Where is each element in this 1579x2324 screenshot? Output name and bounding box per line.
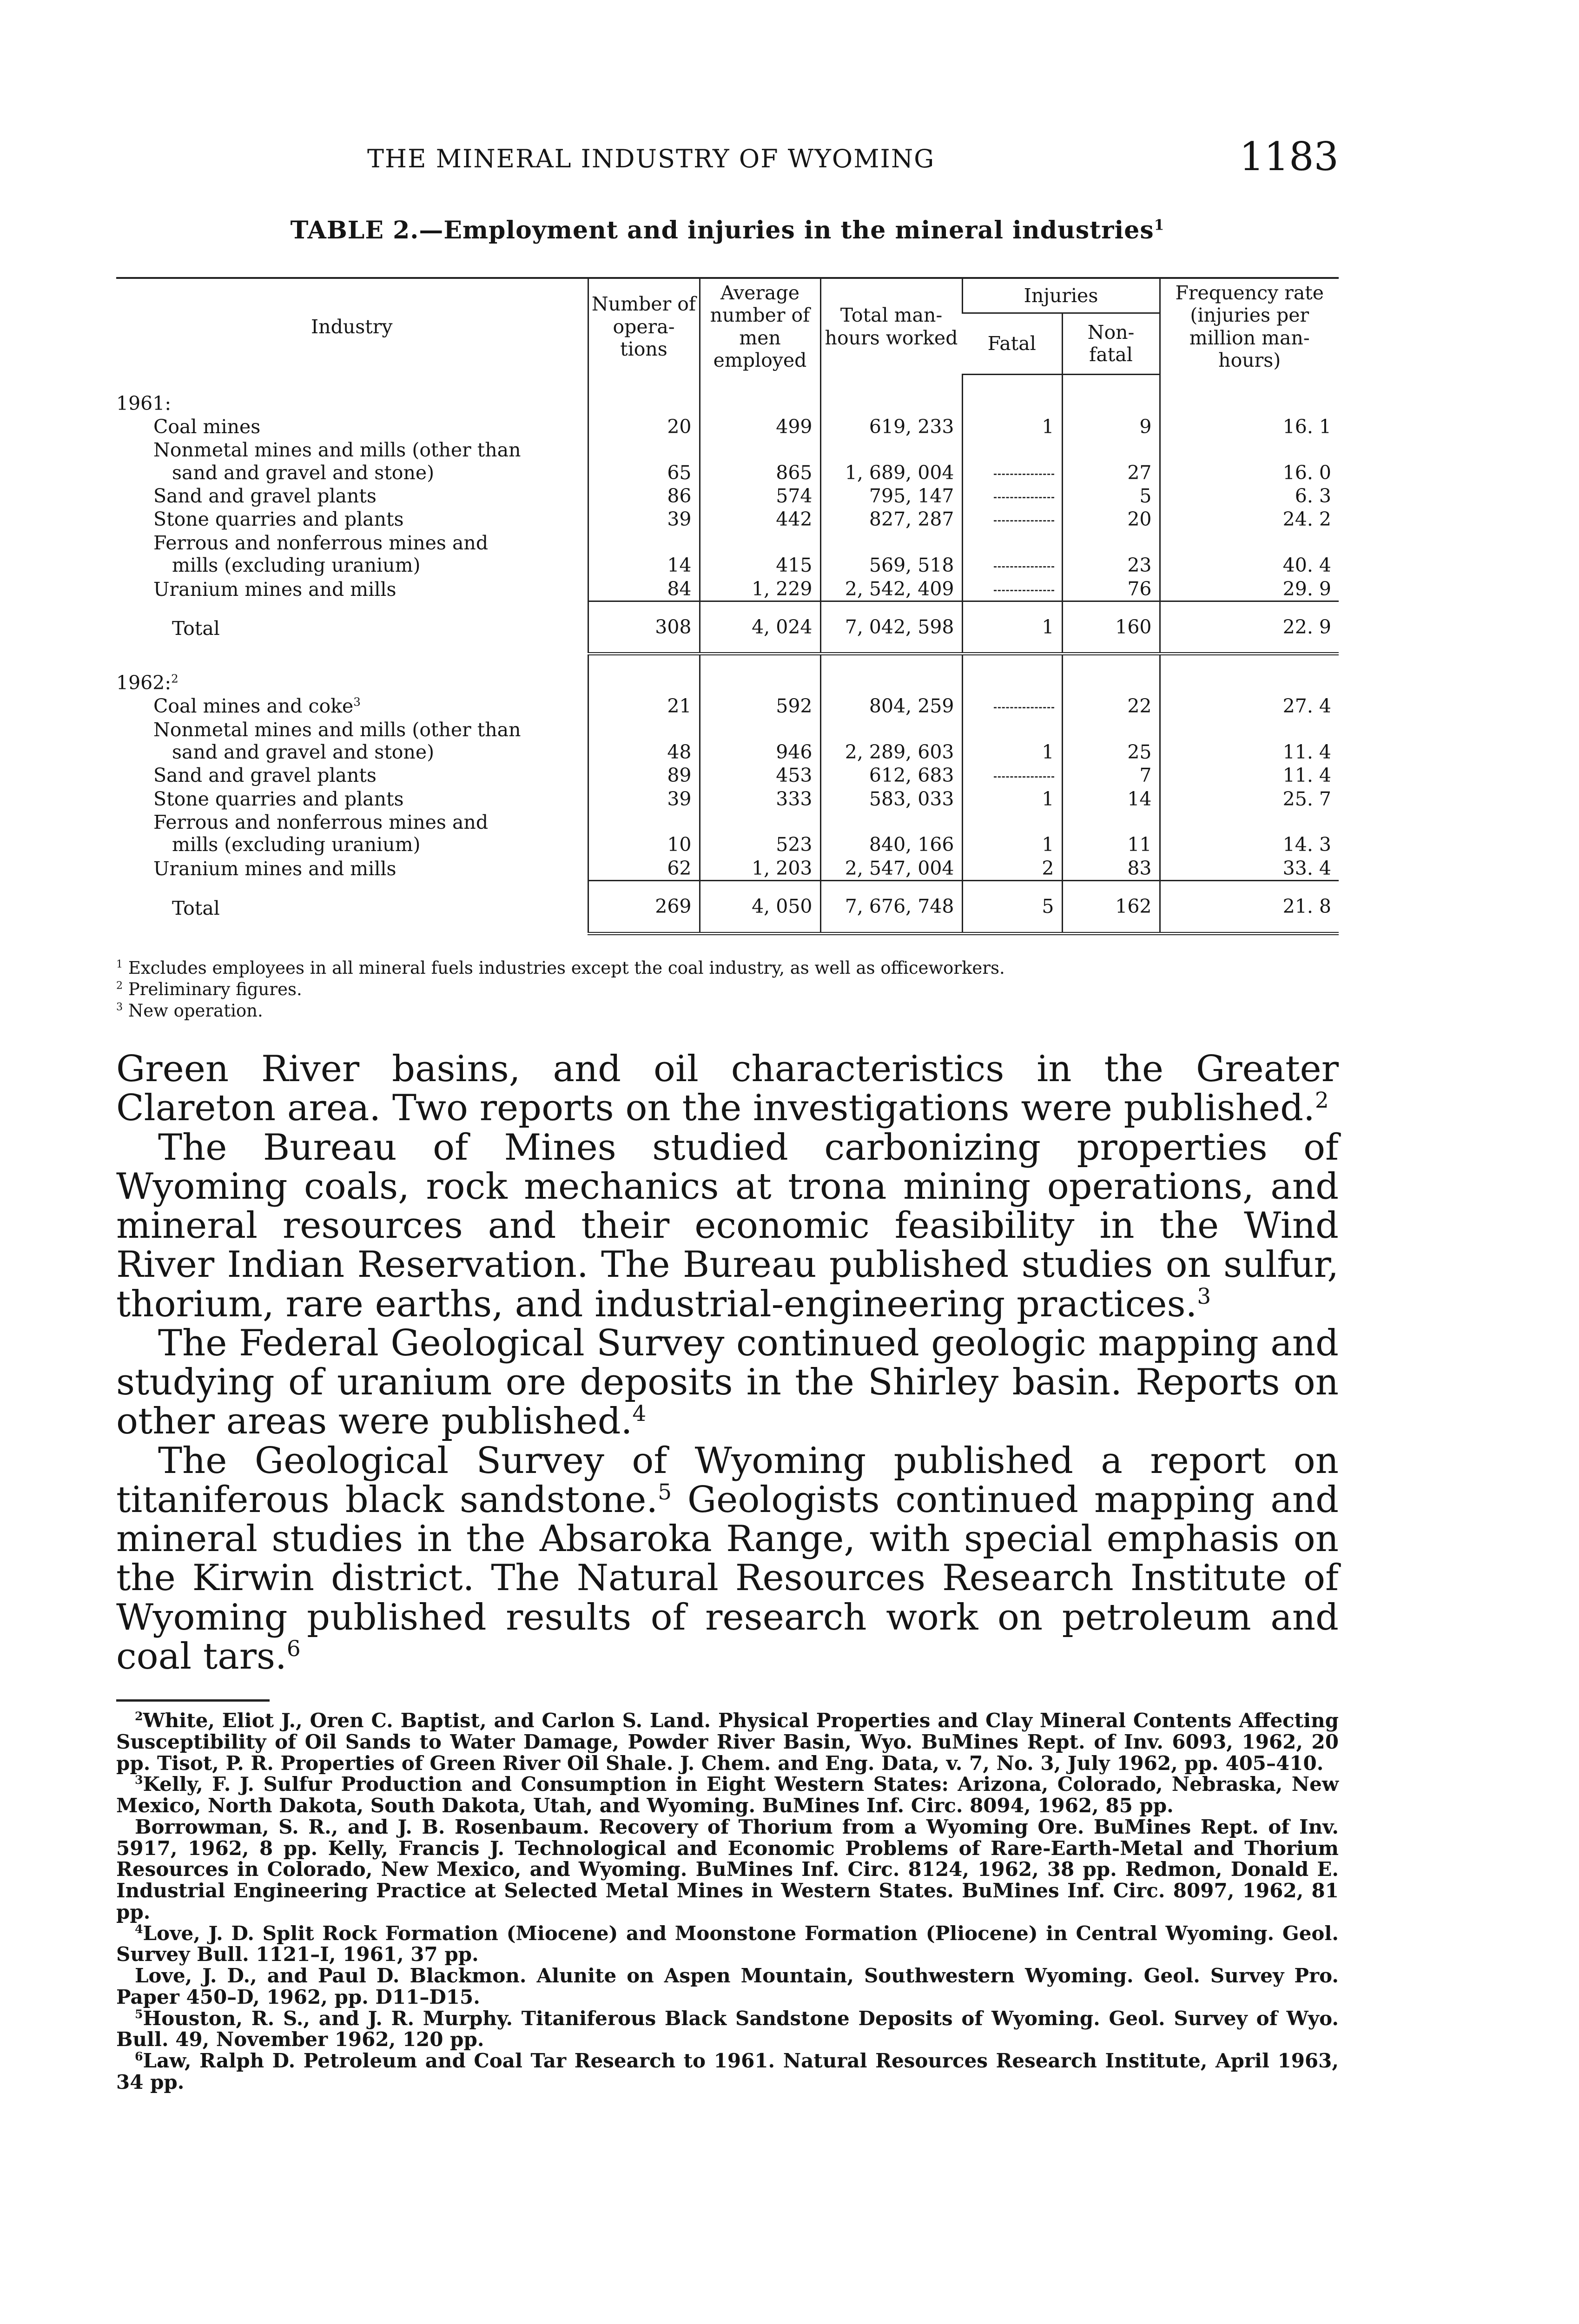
operations-cell: 20: [667, 415, 692, 438]
total-rate: 21. 8: [1282, 895, 1331, 918]
operations-cell: 62: [667, 857, 692, 879]
blank-dash: [994, 590, 1054, 591]
fatal-cell: 2: [1042, 857, 1054, 879]
header-injuries: Injuries: [962, 278, 1160, 313]
total-row: [116, 881, 1339, 933]
total-row: [116, 601, 1339, 654]
nonfatal-cell: 25: [1127, 740, 1152, 763]
manhours-cell: 2, 547, 004: [845, 857, 954, 879]
nonfatal-cell: 23: [1127, 554, 1152, 577]
operations-cell: 39: [667, 787, 692, 810]
rate-cell: 29. 9: [1282, 577, 1331, 600]
men-cell: 1, 229: [752, 577, 813, 600]
blank-dash: [994, 520, 1054, 522]
footnote-rule: [116, 1699, 270, 1702]
footnotes: [116, 1710, 1339, 2093]
header-operations: Number of opera- tions: [588, 278, 700, 375]
table-row: [116, 718, 1339, 764]
footnote: Borrowman, S. R., and J. B. Rosenbaum. Recovery of Thorium from a Wyoming Ore. BuMines Rept. of Inv. 5917, 1962, 8 pp. Kelly, Francis J. Technological and Economic Problems of Rare-Earth-Metal and Thorium Resources in Colorado, New Mexico, and Wyoming. BuMines Inf. Circ. 8124, 1962, 38 pp. Redmon, Donald E. Industrial Engineering Practice at Selected Metal Mines in Western States. BuMines Inf. Circ. 8097, 1962, 81 pp.: [116, 1815, 1339, 1923]
industry-name: Uranium mines and mills: [153, 858, 396, 880]
rate-cell: 11. 4: [1282, 740, 1331, 763]
men-cell: 865: [776, 461, 813, 484]
footnote: $^4$Love, J. D. Split Rock Formation (Miocene) and Moonstone Formation (Pliocene) in Central Wyoming. Geol. Survey Bull. 1121–I, 1961, 37 pp.: [116, 1921, 1339, 1966]
header-industry: Industry: [116, 278, 588, 375]
rate-cell: 14. 3: [1282, 833, 1331, 856]
running-head: [116, 134, 1339, 191]
paragraph: Green River basins, and oil characteristics in the Greater Clareton area. Two reports on the investigations were published.$^2$: [116, 1048, 1339, 1129]
header-nonfatal: Non- fatal: [1062, 313, 1160, 374]
industry-name: Uranium mines and mills: [153, 578, 396, 601]
men-cell: 333: [776, 787, 813, 810]
paragraph: The Geological Survey of Wyoming published a report on titaniferous black sandstone.$^5$ Geologists continued mapping and mineral studies in the Absaroka Range, with special emphasis on the Kirwin district. The Natural Resources Research Institute of Wyoming published results of research work on petroleum and coal tars.$^6$: [116, 1439, 1339, 1677]
total-ops: 308: [655, 615, 692, 638]
header-men: Average number of men employed: [700, 278, 820, 375]
industry-name: Ferrous and nonferrous mines and: [153, 811, 489, 833]
table-title-text: TABLE 2.—Employment and injuries in the mineral industries: [290, 216, 1154, 244]
men-cell: 592: [776, 695, 813, 718]
men-cell: 442: [776, 508, 813, 531]
table-row: [116, 438, 1339, 484]
table-row: [116, 415, 1339, 438]
table-row: [116, 531, 1339, 577]
nonfatal-cell: 11: [1127, 833, 1152, 856]
total-label: Total: [172, 617, 220, 640]
table-row: [116, 508, 1339, 531]
industry-name: Nonmetal mines and mills (other than: [153, 718, 521, 741]
manhours-cell: 2, 542, 409: [845, 577, 954, 600]
manhours-cell: 612, 683: [869, 764, 954, 787]
table-title: [116, 216, 1339, 244]
table-row: [116, 764, 1339, 787]
men-cell: 499: [776, 415, 813, 438]
rate-cell: 27. 4: [1282, 695, 1331, 718]
table-title-note: 1: [1154, 217, 1165, 234]
table-row: [116, 577, 1339, 601]
paragraph: The Federal Geological Survey continued geologic mapping and studying of uranium ore deposits in the Shirley basin. Reports on other areas were published.$^4$: [116, 1322, 1339, 1443]
body-text: [116, 1050, 1339, 1676]
nonfatal-cell: 14: [1127, 787, 1152, 810]
total-hours: 7, 676, 748: [845, 895, 954, 918]
table-row: [116, 484, 1339, 508]
operations-cell: 86: [667, 485, 692, 507]
operations-cell: 21: [667, 695, 692, 718]
blank-dash: [994, 707, 1054, 708]
footnote: $^3$Kelly, F. J. Sulfur Production and Consumption in Eight Western States: Arizona, Colorado, Nebraska, New Mexico, North Dakota, South Dakota, Utah, and Wyoming. BuMines Inf. Circ. 8094, 1962, 85 pp.: [116, 1773, 1339, 1817]
men-cell: 415: [776, 554, 813, 577]
manhours-cell: 619, 233: [869, 415, 954, 438]
blank-dash: [994, 566, 1054, 568]
fatal-cell: 1: [1042, 415, 1054, 438]
blank-dash: [994, 474, 1054, 475]
men-cell: 946: [776, 740, 813, 763]
total-nonfatal: 162: [1115, 895, 1152, 918]
blank-dash: [994, 497, 1054, 498]
table-body: [116, 375, 1339, 934]
manhours-cell: 804, 259: [869, 695, 954, 718]
nonfatal-cell: 22: [1127, 695, 1152, 718]
operations-cell: 89: [667, 764, 692, 787]
total-label: Total: [172, 897, 220, 919]
blank-dash: [994, 776, 1054, 778]
rate-cell: 11. 4: [1282, 764, 1331, 787]
running-title: THE MINERAL INDUSTRY OF WYOMING: [367, 144, 935, 173]
rate-cell: 16. 0: [1282, 461, 1331, 484]
header-manhours: Total man-hours worked: [820, 278, 962, 375]
table-note: $^1$ Excludes employees in all mineral fuels industries except the coal industry, as well as officeworkers.: [116, 957, 1005, 978]
footnote: Love, J. D., and Paul D. Blackmon. Alunite on Aspen Mountain, Southwestern Wyoming. Geol. Survey Pro. Paper 450–D, 1962, pp. D11–D15.: [116, 1964, 1339, 2008]
operations-cell: 48: [667, 740, 692, 763]
manhours-cell: 840, 166: [869, 833, 954, 856]
rate-cell: 24. 2: [1282, 508, 1331, 531]
rate-cell: 25. 7: [1282, 787, 1331, 810]
total-ops: 269: [655, 895, 692, 918]
footnote: $^5$Houston, R. S., and J. R. Murphy. Titaniferous Black Sandstone Deposits of Wyoming. Geol. Survey of Wyo. Bull. 49, November 1962, 120 pp.: [116, 2007, 1339, 2051]
industry-name-cont: mills (excluding uranium): [172, 833, 421, 856]
rate-cell: 6. 3: [1295, 485, 1331, 507]
rate-cell: 33. 4: [1282, 857, 1331, 879]
nonfatal-cell: 83: [1127, 857, 1152, 879]
operations-cell: 84: [667, 577, 692, 600]
nonfatal-cell: 5: [1139, 485, 1152, 507]
table-note: $^2$ Preliminary figures.: [116, 979, 302, 999]
total-rate: 22. 9: [1282, 615, 1331, 638]
industry-name: Sand and gravel plants: [153, 764, 377, 787]
footnote: $^6$Law, Ralph D. Petroleum and Coal Tar Research to 1961. Natural Resources Research Institute, April 1963, 34 pp.: [116, 2049, 1339, 2094]
industry-name-cont: sand and gravel and stone): [172, 461, 435, 484]
table-row: [116, 694, 1339, 718]
operations-cell: 39: [667, 508, 692, 531]
nonfatal-cell: 27: [1127, 461, 1152, 484]
industry-note: 3: [353, 695, 361, 709]
table-row: [116, 811, 1339, 857]
fatal-cell: 1: [1042, 740, 1054, 763]
industry-name: Nonmetal mines and mills (other than: [153, 439, 521, 462]
year-row: [116, 654, 1339, 694]
industry-name: Sand and gravel plants: [153, 485, 377, 507]
total-men: 4, 024: [752, 615, 813, 638]
industry-name: Coal mines and coke: [153, 695, 354, 718]
footnote: $^2$White, Eliot J., Oren C. Baptist, and Carlon S. Land. Physical Properties and Clay Mineral Contents Affecting Susceptibility of Oil Sands to Water Damage, Powder River Basin, Wyo. BuMines Rept. of Inv. 6093, 1962, 20 pp. Tisot, P. R. Properties of Green River Oil Shale. J. Chem. and Eng. Data, v. 7, No. 3, July 1962, pp. 405–410.: [116, 1709, 1339, 1775]
header-fatal: Fatal: [962, 313, 1062, 374]
table-row: [116, 857, 1339, 881]
year-label: 1962:: [116, 671, 172, 694]
fatal-cell: 1: [1042, 833, 1054, 856]
manhours-cell: 795, 147: [869, 485, 954, 507]
nonfatal-cell: 9: [1139, 415, 1152, 438]
year-note: 2: [171, 672, 178, 686]
total-fatal: 1: [1042, 615, 1054, 638]
operations-cell: 10: [667, 833, 692, 856]
manhours-cell: 2, 289, 603: [845, 740, 954, 763]
men-cell: 574: [776, 485, 813, 507]
fatal-cell: 1: [1042, 787, 1054, 810]
page-number: 1183: [1239, 134, 1339, 179]
employment-table: [116, 277, 1339, 935]
nonfatal-cell: 20: [1127, 508, 1152, 531]
year-row: [116, 375, 1339, 415]
manhours-cell: 583, 033: [869, 787, 954, 810]
rate-cell: 40. 4: [1282, 554, 1331, 577]
year-label: 1961:: [116, 392, 172, 415]
men-cell: 453: [776, 764, 813, 787]
industry-name: Coal mines: [153, 415, 261, 438]
operations-cell: 65: [667, 461, 692, 484]
industry-name: Stone quarries and plants: [153, 508, 404, 531]
rate-cell: 16. 1: [1282, 415, 1331, 438]
manhours-cell: 827, 287: [869, 508, 954, 531]
industry-name: Stone quarries and plants: [153, 787, 404, 810]
manhours-cell: 1, 689, 004: [845, 461, 954, 484]
table-row: [116, 787, 1339, 811]
nonfatal-cell: 76: [1127, 577, 1152, 600]
men-cell: 523: [776, 833, 813, 856]
table-note: $^3$ New operation.: [116, 1001, 263, 1021]
men-cell: 1, 203: [752, 857, 813, 879]
total-fatal: 5: [1042, 895, 1054, 918]
total-nonfatal: 160: [1115, 615, 1152, 638]
industry-name-cont: sand and gravel and stone): [172, 740, 435, 763]
paragraph: The Bureau of Mines studied carbonizing properties of Wyoming coals, rock mechanics at trona mining operations, and mineral resources and their economic feasibility in the Wind River Indian Reservation. The Bureau published studies on sulfur, thorium, rare earths, and industrial-engineering practices.$^3$: [116, 1126, 1339, 1325]
operations-cell: 14: [667, 554, 692, 577]
total-hours: 7, 042, 598: [845, 615, 954, 638]
nonfatal-cell: 7: [1139, 764, 1152, 787]
header-frequency: Frequency rate (injuries per million man-hours): [1160, 278, 1339, 375]
total-men: 4, 050: [752, 895, 813, 918]
manhours-cell: 569, 518: [869, 554, 954, 577]
table-notes: [116, 957, 1339, 1022]
page: [116, 134, 1339, 2094]
industry-name-cont: mills (excluding uranium): [172, 554, 421, 577]
industry-name: Ferrous and nonferrous mines and: [153, 531, 489, 554]
